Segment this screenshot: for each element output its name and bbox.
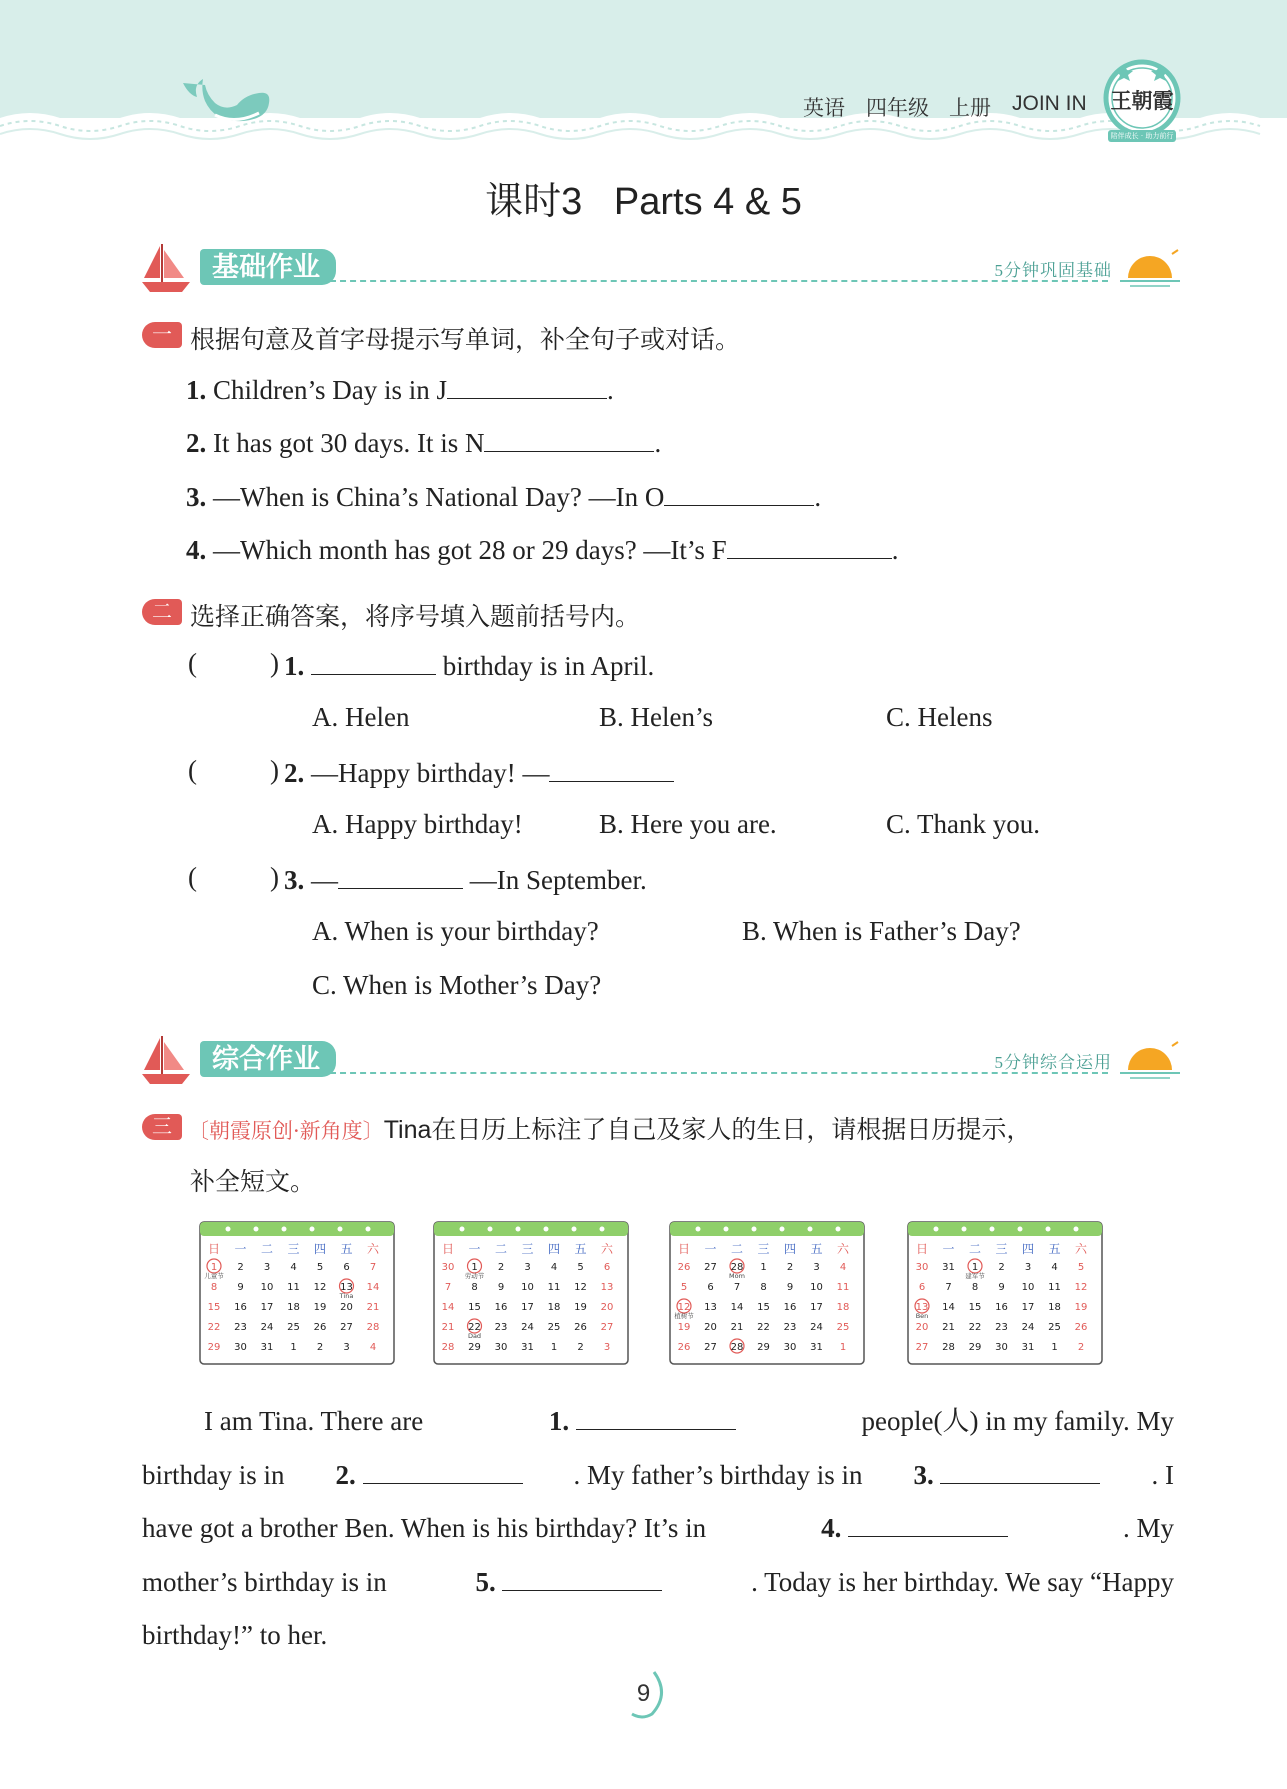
calendar-day: 8 <box>210 1282 218 1293</box>
answer-blank[interactable] <box>363 1457 523 1484</box>
answer-blank[interactable] <box>664 479 814 506</box>
calendar-day: 18 <box>836 1302 850 1313</box>
calendar-day: 11 <box>547 1282 561 1293</box>
calendar-day: 2 <box>577 1342 584 1353</box>
calendar-graphic <box>906 1218 1104 1368</box>
calendar-day: 24 <box>260 1322 274 1333</box>
calendar-day: 12 <box>677 1302 691 1313</box>
calendar-day: 13 <box>915 1302 929 1313</box>
calendar-day: 18 <box>287 1302 300 1313</box>
calendar-day: 16 <box>995 1302 1008 1313</box>
calendar-day: 2 <box>1077 1342 1085 1353</box>
passage-line: I am Tina. There are 1. people(人) in my family. My <box>142 1395 1174 1449</box>
calendar-day: 3 <box>1024 1262 1032 1273</box>
calendar-weekday: 四 <box>783 1242 797 1256</box>
calendar-weekday: 六 <box>836 1242 850 1256</box>
calendar-day: 16 <box>234 1302 247 1313</box>
calendar-day: 8 <box>760 1282 767 1293</box>
calendar-weekday: 四 <box>1021 1242 1035 1256</box>
calendar-day: 17 <box>1021 1302 1035 1313</box>
calendar-day: 27 <box>704 1342 717 1353</box>
calendar-day: 15 <box>968 1302 982 1313</box>
calendar-note: 劳动节 <box>464 1272 485 1280</box>
brand-logo <box>1102 58 1182 148</box>
calendar-day: 5 <box>1077 1262 1085 1273</box>
calendar-weekday: 日 <box>207 1242 221 1256</box>
whale-icon <box>175 75 275 133</box>
calendar-day: 18 <box>1048 1302 1061 1313</box>
option-a: A. Helen <box>312 702 410 732</box>
passage-line: have got a brother Ben. When is his birthday? It’s in 4. . My <box>142 1502 1174 1556</box>
calendar-3 <box>668 1218 866 1368</box>
calendar-day: 10 <box>1021 1282 1035 1293</box>
calendar-day: 15 <box>468 1302 481 1313</box>
fill-item: 1. Children’s Day is in J . <box>186 372 614 406</box>
sailboat-icon <box>140 1034 192 1086</box>
calendar-day: 26 <box>677 1262 691 1273</box>
answer-blank[interactable] <box>549 755 674 782</box>
calendar-weekday: 日 <box>441 1242 455 1256</box>
calendar-day: 3 <box>343 1342 350 1353</box>
page-number-ornament <box>626 1668 666 1720</box>
calendar-day: 28 <box>730 1262 744 1273</box>
calendar-day: 17 <box>260 1302 274 1313</box>
calendar-day: 4 <box>550 1262 558 1273</box>
calendar-day: 17 <box>521 1302 534 1313</box>
calendar-day: 6 <box>343 1262 350 1273</box>
calendar-weekday: 四 <box>547 1242 561 1256</box>
calendar-day: 4 <box>1051 1262 1058 1273</box>
calendar-day: 27 <box>704 1262 717 1273</box>
calendar-graphic <box>668 1218 866 1368</box>
answer-blank[interactable] <box>311 648 436 675</box>
calendar-note: 儿童节 <box>204 1272 224 1280</box>
calendar-day: 1 <box>550 1342 558 1353</box>
option-b: B. When is Father’s Day? <box>742 916 1021 946</box>
calendar-day: 27 <box>340 1322 353 1333</box>
calendar-day: 6 <box>918 1282 926 1293</box>
calendar-day: 14 <box>366 1282 380 1293</box>
calendar-note: Ben <box>915 1312 929 1320</box>
crumb-volume: 上册 <box>949 97 991 120</box>
calendar-day: 13 <box>600 1282 614 1293</box>
calendar-day: 27 <box>600 1322 614 1333</box>
option-c: C. When is Mother’s Day? <box>312 970 602 1000</box>
calendar-4 <box>906 1218 1104 1368</box>
lesson-title: 课时3 Parts 4 & 5 <box>485 181 802 223</box>
calendar-day: 28 <box>730 1342 744 1353</box>
calendar-day: 24 <box>521 1322 534 1333</box>
calendar-graphic <box>432 1218 630 1368</box>
calendar-day: 11 <box>836 1282 850 1293</box>
calendar-day: 13 <box>340 1282 353 1293</box>
question-title: 选择正确答案，将序号填入题前括号内。 <box>190 603 641 631</box>
calendar-day: 4 <box>369 1342 377 1353</box>
calendar-day: 31 <box>810 1342 823 1353</box>
answer-box[interactable] <box>204 757 268 787</box>
calendar-weekday: 五 <box>574 1242 587 1256</box>
calendar-day: 31 <box>1021 1342 1035 1353</box>
calendar-day: 23 <box>783 1322 797 1333</box>
calendar-day: 7 <box>945 1282 952 1293</box>
crumb-grade: 四年级 <box>866 97 929 120</box>
calendar-day: 11 <box>1048 1282 1061 1293</box>
calendar-day: 25 <box>836 1322 850 1333</box>
calendar-day: 28 <box>942 1342 955 1353</box>
choice-stem: 2. —Happy birthday! — <box>284 755 674 789</box>
calendar-day: 25 <box>287 1322 300 1333</box>
calendar-day: 3 <box>603 1342 611 1353</box>
calendar-day: 5 <box>316 1262 324 1273</box>
calendar-weekday: 五 <box>1048 1242 1061 1256</box>
calendar-weekday: 三 <box>287 1242 300 1256</box>
sunset-icon <box>1120 1040 1180 1080</box>
calendar-graphic <box>198 1218 396 1368</box>
passage-line: birthday is in 2. . My father’s birthday is in 3. . I <box>142 1449 1174 1503</box>
calendar-day: 25 <box>1048 1322 1061 1333</box>
section-heading-comprehensive <box>140 1030 1180 1090</box>
calendar-day: 29 <box>968 1342 982 1353</box>
brand-slogan: 陪伴成长 · 助力前行 <box>1110 132 1174 140</box>
calendar-day: 22 <box>207 1322 221 1333</box>
calendar-day: 10 <box>521 1282 534 1293</box>
calendar-day: 26 <box>1074 1322 1088 1333</box>
calendar-day: 21 <box>730 1322 744 1333</box>
calendar-day: 29 <box>207 1342 221 1353</box>
sailboat-icon <box>140 242 192 294</box>
calendar-day: 20 <box>915 1322 929 1333</box>
calendar-day: 31 <box>521 1342 534 1353</box>
answer-paren-open: ( <box>188 862 197 892</box>
calendar-day: 17 <box>810 1302 823 1313</box>
calendar-day: 8 <box>471 1282 478 1293</box>
calendar-day: 10 <box>810 1282 823 1293</box>
answer-blank[interactable] <box>576 1403 736 1430</box>
calendar-weekday: 日 <box>677 1242 691 1256</box>
calendar-day: 9 <box>497 1282 505 1293</box>
calendar-day: 24 <box>1021 1322 1035 1333</box>
calendar-day: 20 <box>340 1302 353 1313</box>
calendar-weekday: 六 <box>366 1242 380 1256</box>
calendar-day: 1 <box>290 1342 297 1353</box>
calendar-note: Tina <box>339 1292 354 1300</box>
answer-blank[interactable] <box>447 372 607 399</box>
calendar-day: 10 <box>260 1282 274 1293</box>
option-b: B. Here you are. <box>599 809 777 839</box>
calendar-weekday: 一 <box>942 1242 955 1256</box>
calendar-day: 21 <box>366 1302 380 1313</box>
calendar-day: 2 <box>998 1262 1005 1273</box>
calendar-day: 9 <box>998 1282 1005 1293</box>
calendar-note: Mom <box>729 1272 745 1280</box>
question-tag: 〔朝霞原创·新角度〕 <box>188 1119 384 1143</box>
answer-paren-open: ( <box>188 648 197 678</box>
calendar-day: 8 <box>971 1282 979 1293</box>
calendar-day: 3 <box>813 1262 820 1273</box>
calendar-day: 23 <box>234 1322 247 1333</box>
section-divider <box>330 1072 1108 1074</box>
calendar-weekday: 一 <box>234 1242 247 1256</box>
calendar-day: 26 <box>574 1322 587 1333</box>
calendar-day: 24 <box>810 1322 823 1333</box>
section-heading-basic <box>140 238 1180 298</box>
calendar-day: 1 <box>1051 1342 1058 1353</box>
answer-paren-close: ) <box>270 862 279 892</box>
answer-blank[interactable] <box>338 862 463 889</box>
section-label: 基础作业 <box>200 249 336 285</box>
calendar-day: 1 <box>760 1262 767 1273</box>
question-badge: 一 <box>142 322 182 348</box>
brand-name: 王朝霞 <box>1110 88 1174 113</box>
calendar-day: 30 <box>783 1342 797 1353</box>
calendar-day: 31 <box>942 1262 955 1273</box>
section-label: 综合作业 <box>200 1041 336 1077</box>
choice-stem: 3. — —In September. <box>284 862 647 896</box>
calendar-day: 30 <box>441 1262 455 1273</box>
choice-stem: 1. birthday is in April. <box>284 648 654 682</box>
calendar-weekday: 一 <box>704 1242 717 1256</box>
calendar-day: 28 <box>441 1342 455 1353</box>
page-number: 9 <box>636 1680 651 1707</box>
calendar-day: 14 <box>441 1302 455 1313</box>
section-divider <box>330 280 1108 282</box>
calendar-day: 6 <box>707 1282 714 1293</box>
question-badge: 三 <box>142 1114 182 1140</box>
calendar-day: 16 <box>783 1302 797 1313</box>
answer-box[interactable] <box>204 864 268 894</box>
calendar-day: 23 <box>494 1322 508 1333</box>
calendar-weekday: 六 <box>600 1242 614 1256</box>
passage-line: mother’s birthday is in 5. . Today is her birthday. We say “Happy <box>142 1556 1174 1610</box>
calendar-day: 5 <box>577 1262 584 1273</box>
calendar-weekday: 三 <box>521 1242 534 1256</box>
calendar-day: 14 <box>942 1302 955 1313</box>
calendar-day: 3 <box>263 1262 271 1273</box>
answer-blank[interactable] <box>848 1510 1008 1537</box>
calendar-day: 6 <box>603 1262 611 1273</box>
calendar-weekday: 六 <box>1074 1242 1088 1256</box>
calendar-weekday: 三 <box>757 1242 770 1256</box>
calendar-day: 19 <box>677 1322 691 1333</box>
calendar-day: 22 <box>968 1322 982 1333</box>
calendar-day: 1 <box>971 1262 979 1273</box>
answer-blank[interactable] <box>727 532 892 559</box>
answer-blank[interactable] <box>940 1457 1100 1484</box>
calendar-day: 21 <box>441 1322 455 1333</box>
section-note: 5分钟综合运用 <box>994 1053 1112 1072</box>
calendar-day: 30 <box>494 1342 508 1353</box>
cloze-passage <box>142 1395 1174 1663</box>
answer-blank[interactable] <box>502 1564 662 1591</box>
calendar-weekday: 二 <box>730 1242 744 1256</box>
calendar-day: 11 <box>287 1282 300 1293</box>
sunset-icon <box>1120 248 1180 288</box>
calendar-day: 22 <box>757 1322 770 1333</box>
fill-item: 3. —When is China’s National Day? —In O . <box>186 479 821 513</box>
calendar-day: 26 <box>677 1342 691 1353</box>
calendar-weekday: 二 <box>968 1242 982 1256</box>
calendar-day: 3 <box>524 1262 531 1273</box>
calendar-note: 植树节 <box>674 1312 694 1320</box>
calendar-day: 1 <box>839 1342 847 1353</box>
calendar-day: 31 <box>260 1342 274 1353</box>
calendar-day: 15 <box>757 1302 770 1313</box>
calendar-day: 2 <box>316 1342 324 1353</box>
calendar-day: 12 <box>574 1282 587 1293</box>
calendar-day: 4 <box>290 1262 297 1273</box>
calendar-day: 23 <box>995 1322 1008 1333</box>
calendar-day: 5 <box>680 1282 688 1293</box>
answer-paren-close: ) <box>270 648 279 678</box>
fill-item: 2. It has got 30 days. It is N . <box>186 425 661 459</box>
calendar-day: 27 <box>915 1342 929 1353</box>
calendar-day: 28 <box>366 1322 380 1333</box>
calendar-day: 29 <box>757 1342 770 1353</box>
calendar-day: 1 <box>471 1262 478 1273</box>
question-badge: 二 <box>142 599 182 625</box>
question-title-cont: 补全短文。 <box>190 1168 316 1196</box>
passage-line: birthday!” to her. <box>142 1620 328 1650</box>
calendar-day: 12 <box>1074 1282 1088 1293</box>
calendar-1 <box>198 1218 396 1368</box>
calendar-day: 22 <box>468 1322 481 1333</box>
calendar-day: 12 <box>313 1282 327 1293</box>
crumb-textbook: JOIN IN <box>1012 92 1087 115</box>
option-a: A. When is your birthday? <box>312 916 599 946</box>
fill-item: 4. —Which month has got 28 or 29 days? —It’s F . <box>186 532 898 566</box>
calendar-day: 13 <box>704 1302 717 1313</box>
calendar-day: 30 <box>915 1262 929 1273</box>
calendar-day: 25 <box>547 1322 561 1333</box>
crumb-subject: 英语 <box>803 97 845 120</box>
calendar-day: 29 <box>468 1342 481 1353</box>
calendar-day: 30 <box>234 1342 247 1353</box>
calendar-day: 19 <box>574 1302 587 1313</box>
calendar-day: 7 <box>369 1262 377 1273</box>
question-title: 根据句意及首字母提示写单词，补全句子或对话。 <box>190 326 741 354</box>
calendar-day: 19 <box>313 1302 327 1313</box>
answer-paren-close: ) <box>270 755 279 785</box>
answer-blank[interactable] <box>484 425 654 452</box>
calendar-day: 14 <box>730 1302 744 1313</box>
option-c: C. Thank you. <box>886 809 1040 839</box>
calendar-day: 1 <box>210 1262 218 1273</box>
calendar-day: 2 <box>497 1262 505 1273</box>
calendar-weekday: 五 <box>340 1242 353 1256</box>
calendar-day: 18 <box>547 1302 561 1313</box>
answer-paren-open: ( <box>188 755 197 785</box>
calendar-day: 21 <box>942 1322 955 1333</box>
calendar-weekday: 五 <box>810 1242 823 1256</box>
calendar-day: 20 <box>704 1322 717 1333</box>
calendar-day: 26 <box>313 1322 327 1333</box>
calendar-day: 30 <box>995 1342 1008 1353</box>
calendar-day: 19 <box>1074 1302 1088 1313</box>
calendar-weekday: 二 <box>494 1242 508 1256</box>
calendar-weekday: 二 <box>260 1242 274 1256</box>
section-note: 5分钟巩固基础 <box>994 261 1112 280</box>
calendar-weekday: 三 <box>995 1242 1008 1256</box>
calendar-weekday: 四 <box>313 1242 327 1256</box>
option-c: C. Helens <box>886 702 993 732</box>
calendar-day: 16 <box>494 1302 508 1313</box>
calendar-note: 建军节 <box>965 1272 985 1280</box>
calendar-day: 15 <box>207 1302 221 1313</box>
calendar-day: 20 <box>600 1302 614 1313</box>
calendar-day: 7 <box>733 1282 741 1293</box>
calendar-note: Dad <box>467 1332 482 1340</box>
calendar-day: 2 <box>237 1262 244 1273</box>
question-title: 〔朝霞原创·新角度〕Tina在日历上标注了自己及家人的生日，请根据日历提示， <box>188 1116 1032 1144</box>
calendar-weekday: 日 <box>915 1242 929 1256</box>
calendar-weekday: 一 <box>468 1242 481 1256</box>
calendar-day: 2 <box>786 1262 794 1273</box>
calendar-day: 9 <box>237 1282 244 1293</box>
option-a: A. Happy birthday! <box>312 809 523 839</box>
calendar-day: 9 <box>786 1282 794 1293</box>
calendar-day: 7 <box>444 1282 452 1293</box>
calendar-day: 4 <box>839 1262 847 1273</box>
option-b: B. Helen’s <box>599 702 713 732</box>
answer-box[interactable] <box>204 650 268 680</box>
calendar-2 <box>432 1218 630 1368</box>
